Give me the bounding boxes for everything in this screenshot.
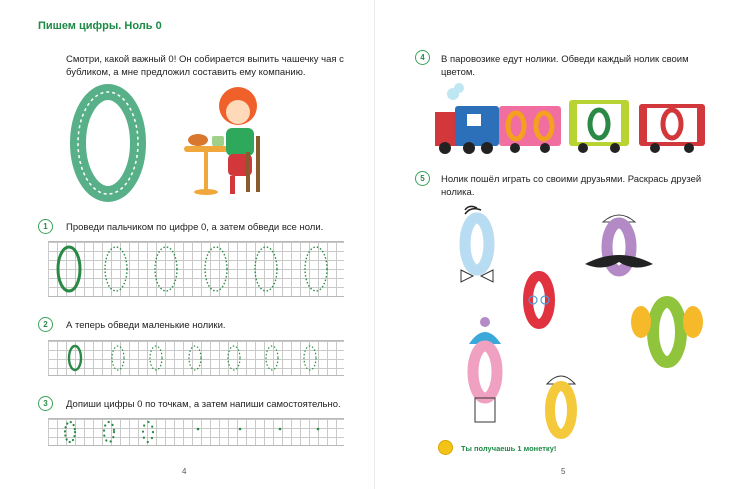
page-number-left: 4	[182, 467, 187, 476]
task-1-text: Проведи пальчиком по цифре 0, а затем обведи все ноли.	[66, 222, 324, 233]
task-5-text: Нолик пошёл играть со своими друзьями. Раскрась друзей нолика.	[441, 174, 702, 198]
page-number-right: 5	[561, 467, 566, 476]
intro-text: Смотри, какой важный 0! Он собирается выпить чашечку чая с бубликом, а мне предложил составить ему компанию.	[66, 54, 344, 78]
task-number-2: 2	[38, 317, 53, 332]
task-number-3: 3	[38, 396, 53, 411]
task-2-text: А теперь обведи маленькие нолики.	[66, 320, 226, 331]
zeros-row-small	[48, 340, 344, 376]
train-illustration	[425, 82, 725, 158]
task-3-text: Допиши цифры 0 по точкам, а затем напиши самостоятельно.	[66, 399, 341, 410]
zero-friends-illustration	[435, 202, 715, 440]
task-number-5: 5	[415, 171, 430, 186]
girl-tea-illustration	[178, 84, 270, 200]
page-title: Пишем цифры. Ноль 0	[38, 20, 162, 32]
big-zero-illustration	[66, 84, 150, 202]
right-page	[375, 0, 750, 489]
task-number-4: 4	[415, 50, 430, 65]
task-number-1: 1	[38, 219, 53, 234]
dotted-zeros-row	[48, 418, 344, 446]
reward-text: Ты получаешь 1 монетку!	[461, 444, 557, 453]
coin-icon	[438, 440, 453, 455]
task-4-text: В паровозике едут нолики. Обведи каждый нолик своим цветом.	[441, 54, 689, 78]
zeros-row-large	[48, 241, 344, 297]
